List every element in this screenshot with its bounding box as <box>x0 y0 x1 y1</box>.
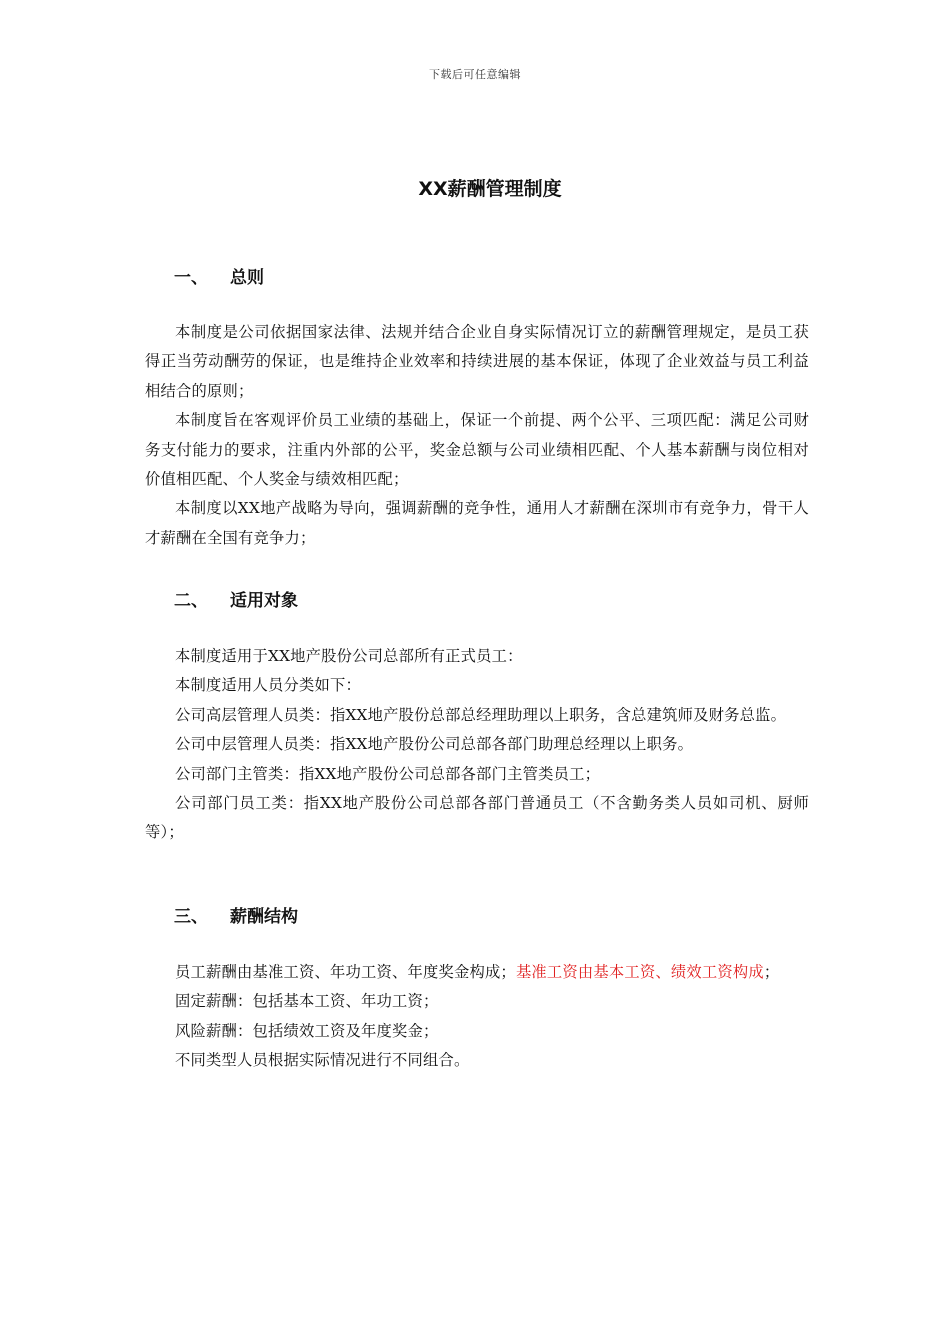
paragraph: 不同类型人员根据实际情况进行不同组合。 <box>175 1051 470 1070</box>
paragraph: 本制度是公司依据国家法律、法规并结合企业自身实际情况订立的薪酬管理规定，是员工获得正当劳动酬劳的保证，也是维持企业效率和持续进展的基本保证，体现了企业效益与员工利益相结合的原则； <box>145 323 809 400</box>
paragraph: 公司部门主管类：指XX地产股份公司总部各部门主管类员工； <box>175 764 601 783</box>
section-heading-general <box>174 263 264 288</box>
paragraph-text: 员工薪酬由基准工资、年功工资、年度奖金构成； <box>175 963 516 981</box>
paragraph: 风险薪酬：包括绩效工资及年度奖金； <box>175 1021 439 1040</box>
paragraph-punctuation: ； <box>763 963 780 981</box>
section-body-scope <box>145 642 809 848</box>
header-note: 下载后可任意编辑 <box>429 68 521 81</box>
section-body-general <box>145 318 809 553</box>
paragraph: 公司中层管理人员类：指XX地产股份公司总部各部门助理总经理以上职务。 <box>175 735 694 754</box>
paragraph: 本制度旨在客观评价员工业绩的基础上，保证一个前提、两个公平、三项匹配：满足公司财务支付能力的要求，注重内外部的公平，奖金总额与公司业绩相匹配、个人基本薪酬与岗位相对价值相匹配、个人奖金与绩效相匹配； <box>145 411 809 489</box>
paragraph: 公司部门员工类：指XX地产股份公司总部各部门普通员工（不含勤务类人员如司机、厨师等）； <box>145 794 809 842</box>
paragraph: 本制度适用于XX地产股份公司总部所有正式员工： <box>175 647 523 665</box>
section-number: 三、 <box>174 907 208 927</box>
section-body-structure <box>145 958 809 1076</box>
paragraph-mixed <box>145 958 809 987</box>
paragraph: 本制度适用人员分类如下： <box>175 676 361 695</box>
section-title: 薪酬结构 <box>230 907 298 927</box>
section-number: 二、 <box>174 591 208 611</box>
highlighted-text: 基准工资由基本工资、绩效工资构成 <box>515 963 764 981</box>
document-title: XX薪酬管理制度 <box>418 178 562 200</box>
section-title: 适用对象 <box>230 591 298 611</box>
paragraph: 本制度以XX地产战略为导向，强调薪酬的竞争性，通用人才薪酬在深圳市有竞争力，骨干人才薪酬在全国有竞争力； <box>145 499 809 547</box>
paragraph: 固定薪酬：包括基本工资、年功工资； <box>175 992 439 1011</box>
paragraph: 公司高层管理人员类：指XX地产股份总部总经理助理以上职务，含总建筑师及财务总监。 <box>175 705 787 724</box>
section-title: 总则 <box>230 268 264 288</box>
section-heading-structure <box>174 902 298 927</box>
section-heading-scope <box>174 586 298 611</box>
section-number: 一、 <box>174 268 208 288</box>
